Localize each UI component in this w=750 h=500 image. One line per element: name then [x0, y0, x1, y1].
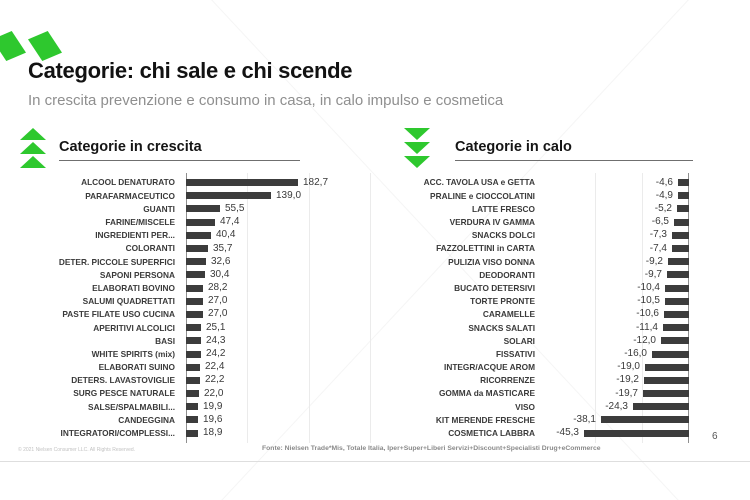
bar	[186, 311, 203, 318]
category-label: ELABORATI SUINO	[98, 362, 175, 373]
category-label: VERDURA IV GAMMA	[449, 217, 535, 227]
bar	[633, 403, 689, 410]
bar	[668, 258, 689, 265]
bar	[644, 377, 689, 384]
bar	[186, 245, 208, 252]
bar	[186, 258, 206, 265]
bar	[186, 179, 298, 186]
bar-plot-area	[537, 255, 689, 268]
category-label: ELABORATI BOVINO	[92, 282, 175, 293]
logo-chevron-icon	[28, 31, 62, 61]
bar	[643, 390, 689, 397]
bar-plot-area	[537, 413, 689, 426]
bar-plot-area	[186, 321, 389, 334]
category-label: COSMETICA LABBRA	[448, 428, 535, 438]
up-arrow-icon	[20, 128, 46, 140]
chart-row	[25, 321, 389, 334]
value-label: 139,0	[276, 189, 302, 201]
category-label: COLORANTI	[125, 243, 175, 254]
bar	[186, 430, 198, 437]
bar	[186, 351, 201, 358]
value-label: 27,0	[208, 295, 228, 307]
chart-row	[25, 216, 389, 229]
page-number: 6	[712, 431, 718, 442]
bar	[186, 337, 201, 344]
bar	[667, 271, 689, 278]
bar	[186, 271, 205, 278]
bar-plot-area	[537, 347, 689, 360]
bar	[674, 219, 689, 226]
bar	[186, 192, 271, 199]
category-label: SALUMI QUADRETTATI	[82, 296, 175, 307]
chart-row	[420, 189, 689, 202]
chart-row	[420, 216, 689, 229]
value-label: -7,4	[649, 242, 667, 254]
section-title-calo: Categorie in calo	[455, 139, 572, 155]
category-label: TORTE PRONTE	[470, 296, 535, 307]
category-label: DETERS. LAVASTOVIGLIE	[71, 375, 175, 386]
down-arrow-icon	[404, 128, 430, 140]
triple-down-arrow-icon	[404, 128, 430, 170]
category-label: GOMMA da MASTICARE	[438, 388, 535, 399]
category-label: INTEGRATORI/COMPLESSI...	[60, 428, 175, 438]
category-label: RICORRENZE	[480, 375, 535, 386]
category-label: INTEGR/ACQUE AROM	[444, 362, 535, 373]
chart-row	[25, 202, 389, 215]
chart-row	[25, 308, 389, 321]
bar	[665, 285, 689, 292]
category-label: KIT MERENDE FRESCHE	[435, 414, 535, 425]
value-label: 22,0	[204, 387, 224, 399]
chart-row	[420, 202, 689, 215]
bar-plot-area	[186, 413, 389, 426]
bar-plot-area	[186, 216, 389, 229]
value-label: 40,4	[216, 229, 236, 241]
value-label: 55,5	[225, 202, 245, 214]
chart-rows	[420, 176, 689, 440]
bar	[652, 351, 689, 358]
value-label: -16,0	[624, 348, 647, 360]
bar-plot-area	[186, 347, 389, 360]
bar-plot-area	[537, 176, 689, 189]
chart-row	[420, 242, 689, 255]
value-label: -7,3	[649, 229, 667, 241]
category-label: GUANTI	[143, 203, 175, 214]
value-label: 24,3	[206, 334, 226, 346]
bar	[584, 430, 689, 437]
bar-plot-area	[537, 268, 689, 281]
value-label: -19,7	[615, 387, 638, 399]
bar	[186, 403, 198, 410]
bar	[645, 364, 689, 371]
bar	[186, 285, 203, 292]
chart-row	[420, 176, 689, 189]
value-label: -9,2	[645, 255, 663, 267]
chart-row	[25, 268, 389, 281]
category-label: LATTE FRESCO	[472, 203, 535, 214]
bar	[186, 324, 201, 331]
bar	[664, 311, 689, 318]
section-underline	[59, 160, 300, 161]
bar-plot-area	[186, 202, 389, 215]
bar	[186, 205, 220, 212]
chart-row	[25, 387, 389, 400]
value-label: 24,2	[206, 348, 226, 360]
value-label: 27,0	[208, 308, 228, 320]
category-label: BASI	[155, 335, 175, 346]
category-label: FARINE/MISCELE	[105, 217, 175, 227]
category-label: SNACKS SALATI	[468, 322, 535, 333]
page-title: Categorie: chi sale e chi scende	[28, 58, 353, 83]
value-label: 30,4	[210, 268, 230, 280]
chart-row	[420, 268, 689, 281]
category-label: ALCOOL DENATURATO	[81, 177, 175, 188]
chart-row	[25, 400, 389, 413]
bar-plot-area	[537, 308, 689, 321]
value-label: 182,7	[303, 176, 329, 188]
chart-row	[25, 374, 389, 387]
category-label: INGREDIENTI PER...	[95, 230, 175, 241]
chart-row	[25, 176, 389, 189]
bar-plot-area	[186, 400, 389, 413]
category-label: PASTE FILATE USO CUCINA	[62, 309, 175, 320]
chart-row	[25, 295, 389, 308]
category-label: SALSE/SPALMABILI...	[88, 401, 175, 412]
chart-row	[25, 413, 389, 426]
value-label: 28,2	[208, 282, 228, 294]
category-label: DEODORANTI	[479, 269, 535, 280]
bar	[186, 298, 203, 305]
value-label: -10,6	[636, 308, 659, 320]
value-label: -4,6	[655, 176, 673, 188]
chart-row	[25, 361, 389, 374]
section-title-crescita: Categorie in crescita	[59, 139, 202, 155]
category-label: ACC. TAVOLA USA e GETTA	[423, 177, 535, 188]
value-label: -6,5	[651, 216, 669, 228]
value-label: -12,0	[633, 334, 656, 346]
category-label: PARAFARMACEUTICO	[85, 190, 175, 201]
logo-chevron-icon	[0, 31, 26, 61]
up-arrow-icon	[20, 156, 46, 168]
bar-plot-area	[537, 334, 689, 347]
chart-row	[25, 229, 389, 242]
category-label: SAPONI PERSONA	[99, 269, 175, 280]
value-label: -24,3	[605, 400, 628, 412]
value-label: 47,4	[220, 216, 240, 228]
bar-plot-area	[186, 242, 389, 255]
chart-row	[420, 334, 689, 347]
chart-row	[420, 413, 689, 426]
bar-plot-area	[537, 427, 689, 440]
category-label: FAZZOLETTINI in CARTA	[436, 243, 535, 254]
chart-row	[420, 321, 689, 334]
bar-plot-area	[186, 268, 389, 281]
value-label: 25,1	[206, 321, 226, 333]
chart-row	[420, 282, 689, 295]
bar	[186, 377, 200, 384]
bottom-divider	[0, 461, 750, 462]
chart-row	[420, 387, 689, 400]
value-label: -19,2	[616, 374, 639, 386]
bar-plot-area	[186, 189, 389, 202]
category-label: SNACKS DOLCI	[471, 230, 535, 241]
bar-plot-area	[537, 229, 689, 242]
category-label: CANDEGGINA	[118, 414, 175, 425]
chart-row	[25, 282, 389, 295]
bar-plot-area	[186, 282, 389, 295]
bar	[678, 192, 689, 199]
bar-plot-area	[186, 308, 389, 321]
chart-row	[420, 400, 689, 413]
category-label: PRALINE e CIOCCOLATINI	[430, 190, 535, 201]
chart-crescita	[25, 176, 389, 440]
value-label: -38,1	[573, 413, 596, 425]
category-label: PULIZIA VISO DONNA	[448, 256, 535, 267]
value-label: 35,7	[213, 242, 233, 254]
chart-row	[25, 334, 389, 347]
bar	[186, 390, 199, 397]
chart-row	[25, 255, 389, 268]
bar	[665, 298, 689, 305]
category-label: SURG PESCE NATURALE	[73, 388, 175, 399]
chart-row	[420, 427, 689, 440]
bar	[672, 232, 689, 239]
section-underline	[455, 160, 693, 161]
bar	[661, 337, 689, 344]
chart-row	[25, 347, 389, 360]
category-label: CARAMELLE	[482, 309, 535, 320]
bar	[186, 364, 200, 371]
value-label: 32,6	[211, 255, 231, 267]
bar	[672, 245, 689, 252]
bar	[186, 219, 215, 226]
value-label: -5,2	[654, 202, 672, 214]
bar-plot-area	[537, 361, 689, 374]
bar	[186, 232, 211, 239]
copyright-text: © 2021 Nielsen Consumer LLC. All Rights Reserved.	[18, 447, 136, 453]
value-label: -45,3	[556, 427, 579, 439]
down-arrow-icon	[404, 142, 430, 154]
chart-row	[25, 189, 389, 202]
value-label: 18,9	[203, 427, 223, 439]
chart-row	[420, 229, 689, 242]
bar-plot-area	[537, 321, 689, 334]
category-label: VISO	[515, 401, 535, 412]
value-label: -11,4	[635, 321, 658, 333]
category-label: FISSATIVI	[495, 348, 535, 359]
value-label: 22,2	[205, 374, 225, 386]
page-subtitle: In crescita prevenzione e consumo in casa, in calo impulso e cosmetica	[28, 92, 504, 109]
chart-row	[420, 308, 689, 321]
bar-plot-area	[537, 216, 689, 229]
category-label: APERITIVI ALCOLICI	[93, 322, 175, 333]
bar-plot-area	[537, 282, 689, 295]
chart-row	[420, 295, 689, 308]
bar-plot-area	[186, 176, 389, 189]
category-label: WHITE SPIRITS (mix)	[91, 348, 175, 359]
down-arrow-icon	[404, 156, 430, 168]
bar-plot-area	[186, 361, 389, 374]
chart-row	[420, 361, 689, 374]
value-label: -19,0	[617, 361, 640, 373]
value-label: 19,6	[203, 413, 223, 425]
bar-plot-area	[537, 189, 689, 202]
chart-rows	[25, 176, 389, 440]
bar	[663, 324, 689, 331]
bar	[678, 179, 689, 186]
bar-plot-area	[537, 400, 689, 413]
category-label: BUCATO DETERSIVI	[454, 282, 535, 293]
bar	[601, 416, 689, 423]
bar-plot-area	[186, 374, 389, 387]
bar-plot-area	[186, 387, 389, 400]
source-text: Fonte: Nielsen Trade*Mis, Totale Italia, Iper+Super+Liberi Servizi+Discount+Specialisti Drug+eCommerce	[262, 445, 601, 452]
value-label: -4,9	[655, 189, 673, 201]
bar-plot-area	[537, 295, 689, 308]
bar	[186, 416, 198, 423]
up-arrow-icon	[20, 142, 46, 154]
bar	[677, 205, 689, 212]
bar-plot-area	[537, 242, 689, 255]
chart-row	[25, 427, 389, 440]
bar-plot-area	[537, 202, 689, 215]
category-label: DETER. PICCOLE SUPERFICI	[58, 256, 175, 267]
bar-plot-area	[537, 374, 689, 387]
chart-row	[420, 255, 689, 268]
value-label: -10,4	[637, 282, 660, 294]
bar-plot-area	[186, 229, 389, 242]
chart-calo	[420, 176, 689, 440]
triple-up-arrow-icon	[20, 128, 46, 170]
chart-row	[420, 347, 689, 360]
bar-plot-area	[537, 387, 689, 400]
chart-row	[420, 374, 689, 387]
value-label: -10,5	[637, 295, 660, 307]
chart-row	[25, 242, 389, 255]
value-label: -9,7	[644, 268, 662, 280]
bar-plot-area	[186, 255, 389, 268]
value-label: 19,9	[203, 400, 223, 412]
category-label: SOLARI	[503, 335, 535, 346]
bar-plot-area	[186, 295, 389, 308]
bar-plot-area	[186, 427, 389, 440]
bar-plot-area	[186, 334, 389, 347]
value-label: 22,4	[205, 361, 225, 373]
